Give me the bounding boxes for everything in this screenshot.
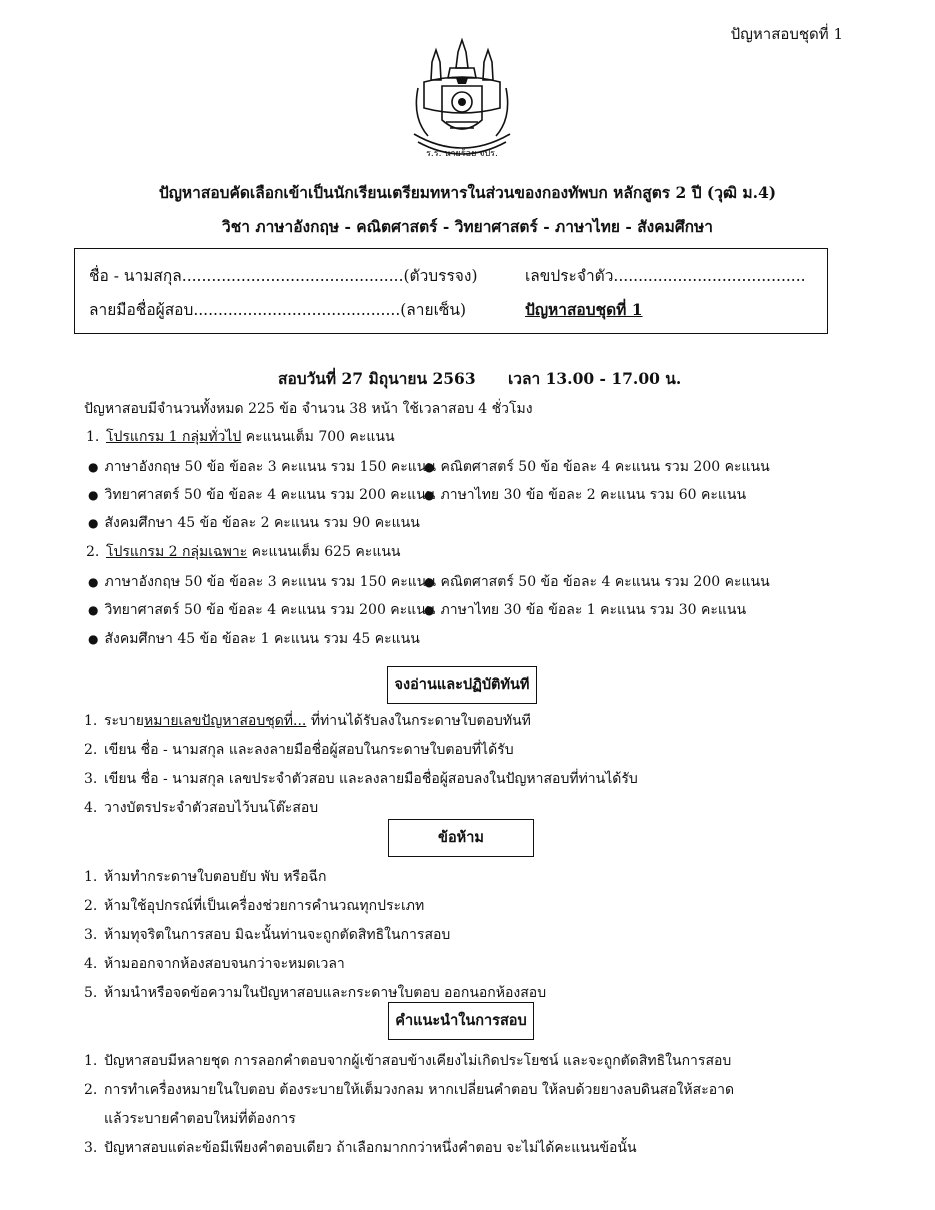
- list-item: 1. ห้ามทำกระดาษใบตอบยับ พับ หรือฉีก: [84, 869, 327, 885]
- signature-field[interactable]: ลายมือชื่อผู้สอบ..........................................(ลายเซ็น): [89, 301, 467, 319]
- list-item: ● ภาษาอังกฤษ 50 ข้อ ข้อละ 3 คะแนน รวม 150 คะแนน: [88, 571, 436, 593]
- program-heading: 2. โปรแกรม 2 กลุ่มเฉพาะ คะแนนเต็ม 625 คะแนน: [86, 544, 401, 560]
- list-item: 1. ระบายหมายเลขปัญหาสอบชุดที่... ที่ท่านได้รับลงในกระดาษใบตอบทันที: [84, 713, 531, 729]
- list-item: ● วิทยาศาสตร์ 50 ข้อ ข้อละ 4 คะแนน รวม 200 คะแนน: [88, 599, 435, 621]
- list-item: 4. วางบัตรประจำตัวสอบไว้บนโต๊ะสอบ: [84, 800, 319, 816]
- list-item-continuation: แล้วระบายคำตอบใหม่ที่ต้องการ: [104, 1111, 296, 1127]
- list-item: ● ภาษาไทย 30 ข้อ ข้อละ 1 คะแนน รวม 30 คะแนน: [424, 599, 746, 621]
- list-item: ● คณิตศาสตร์ 50 ข้อ ข้อละ 4 คะแนน รวม 200 คะแนน: [424, 571, 770, 593]
- list-item: ● คณิตศาสตร์ 50 ข้อ ข้อละ 4 คะแนน รวม 200 คะแนน: [424, 456, 770, 478]
- list-item: ● สังคมศึกษา 45 ข้อ ข้อละ 2 คะแนน รวม 90 คะแนน: [88, 512, 420, 534]
- list-item: ● ภาษาไทย 30 ข้อ ข้อละ 2 คะแนน รวม 60 คะแนน: [424, 484, 746, 506]
- set-number-field: ปัญหาสอบชุดที่ 1: [525, 300, 643, 319]
- list-item: 5. ห้ามนำหรือจดข้อความในปัญหาสอบและกระดาษใบตอบ ออกนอกห้องสอบ: [84, 985, 547, 1001]
- list-item: 2. ห้ามใช้อุปกรณ์ที่เป็นเครื่องช่วยการคำนวณทุกประเภท: [84, 898, 425, 914]
- prohibited-heading: ข้อห้าม: [388, 819, 534, 857]
- advice-heading: คำแนะนำในการสอบ: [388, 1002, 534, 1040]
- list-item: 3. ปัญหาสอบแต่ละข้อมีเพียงคำตอบเดียว ถ้าเลือกมากกว่าหนึ่งคำตอบ จะไม่ได้คะแนนข้อนั้น: [84, 1140, 637, 1156]
- exam-time: เวลา 13.00 - 17.00 น.: [508, 369, 682, 388]
- emblem-caption: ร.ร. นายร้อย จปร.: [426, 149, 498, 159]
- list-item: 2. การทำเครื่องหมายในใบตอบ ต้องระบายให้เต็มวงกลม หากเปลี่ยนคำตอบ ให้ลบด้วยยางลบดินสอให้สะอาด: [84, 1082, 735, 1098]
- royal-emblem-icon: [406, 38, 518, 168]
- list-item: ● วิทยาศาสตร์ 50 ข้อ ข้อละ 4 คะแนน รวม 200 คะแนน: [88, 484, 435, 506]
- id-field[interactable]: เลขประจำตัว.......................................: [525, 267, 806, 285]
- exam-title: ปัญหาสอบคัดเลือกเข้าเป็นนักเรียนเตรียมทหารในส่วนของกองทัพบก หลักสูตร 2 ปี (วุฒิ ม.4): [158, 183, 777, 202]
- list-item: 3. เขียน ชื่อ - นามสกุล เลขประจำตัวสอบ และลงลายมือชื่อผู้สอบลงในปัญหาสอบที่ท่านได้รับ: [84, 771, 638, 787]
- exam-summary: ปัญหาสอบมีจำนวนทั้งหมด 225 ข้อ จำนวน 38 หน้า ใช้เวลาสอบ 4 ชั่วโมง: [84, 401, 533, 417]
- exam-set-label: ปัญหาสอบชุดที่ 1: [730, 25, 843, 43]
- list-item: 3. ห้ามทุจริตในการสอบ มิฉะนั้นท่านจะถูกตัดสิทธิในการสอบ: [84, 927, 451, 943]
- program-heading: 1. โปรแกรม 1 กลุ่มทั่วไป คะแนนเต็ม 700 คะแนน: [86, 429, 395, 445]
- list-item: 2. เขียน ชื่อ - นามสกุล และลงลายมือชื่อผู้สอบในกระดาษใบตอบที่ได้รับ: [84, 742, 514, 758]
- list-item: 4. ห้ามออกจากห้องสอบจนกว่าจะหมดเวลา: [84, 956, 345, 972]
- name-field[interactable]: ชื่อ - นามสกุล.............................................(ตัวบรรจง): [89, 267, 478, 285]
- read-section-heading: จงอ่านและปฏิบัติทันที: [387, 666, 537, 704]
- list-item: ● สังคมศึกษา 45 ข้อ ข้อละ 1 คะแนน รวม 45 คะแนน: [88, 628, 420, 650]
- candidate-info-box: [74, 248, 828, 334]
- exam-subjects: วิชา ภาษาอังกฤษ - คณิตศาสตร์ - วิทยาศาสตร์ - ภาษาไทย - สังคมศึกษา: [222, 217, 713, 236]
- list-item: ● ภาษาอังกฤษ 50 ข้อ ข้อละ 3 คะแนน รวม 150 คะแนน: [88, 456, 436, 478]
- exam-date: สอบวันที่ 27 มิถุนายน 2563: [278, 369, 476, 388]
- list-item: 1. ปัญหาสอบมีหลายชุด การลอกคำตอบจากผู้เข้าสอบข้างเคียงไม่เกิดประโยชน์ และจะถูกตัดสิทธิในการสอบ: [84, 1053, 732, 1069]
